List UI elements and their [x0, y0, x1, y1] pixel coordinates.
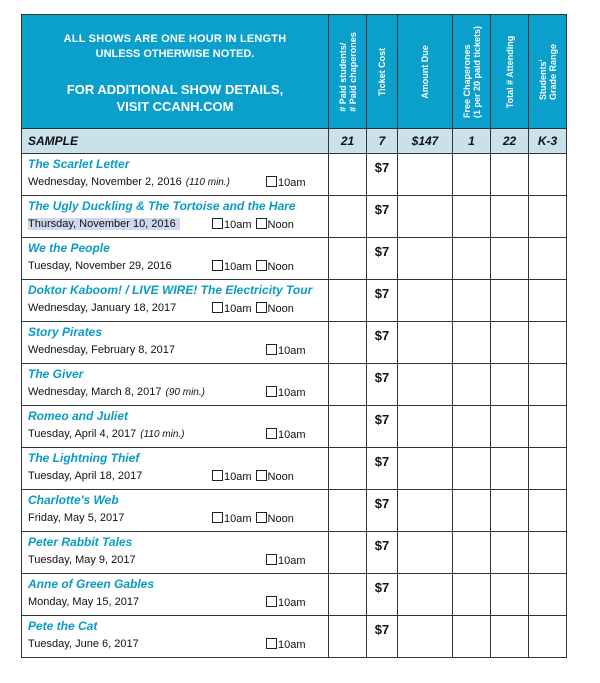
showtime-option[interactable]: [212, 302, 252, 315]
show-date-line: [28, 554, 136, 566]
column-header-paid-text: # Paid students/ # Paid chaperones: [337, 31, 358, 112]
header-line-3: FOR ADDITIONAL SHOW DETAILS,: [66, 82, 284, 97]
column-header-grade-range-text: Students' Grade Range: [537, 43, 558, 100]
sample-paid: 21: [329, 129, 367, 154]
amount-due-entry-cell[interactable]: [398, 448, 453, 490]
show-date-line: [28, 638, 139, 650]
checkbox[interactable]: [212, 470, 223, 481]
showtime-option[interactable]: [266, 596, 306, 609]
total-attending-entry-cell[interactable]: [491, 490, 529, 532]
showtime-label: 10am: [224, 471, 252, 483]
ticket-cost-cell: [367, 238, 398, 280]
show-date: Wednesday, January 18, 2017: [28, 302, 177, 314]
sample-free-chaperones: 1: [453, 129, 491, 154]
free-chaperones-entry-cell[interactable]: [453, 574, 491, 616]
show-date: Friday, May 5, 2017: [28, 512, 125, 524]
showtime-option[interactable]: [266, 638, 306, 651]
showtime-label: 10am: [224, 513, 252, 525]
checkbox[interactable]: [266, 386, 277, 397]
showtime-option[interactable]: [212, 218, 252, 231]
show-date-line: [28, 218, 180, 230]
show-cell: [22, 574, 329, 616]
paid-entry-cell[interactable]: [329, 238, 367, 280]
show-date-line: [28, 344, 175, 356]
checkbox[interactable]: [256, 302, 267, 313]
show-date-line: [28, 302, 176, 314]
showtime-option[interactable]: [212, 260, 252, 273]
show-title: Anne of Green Gables: [28, 577, 155, 591]
total-attending-entry-cell[interactable]: [491, 322, 529, 364]
free-chaperones-entry-cell[interactable]: [453, 532, 491, 574]
grade-range-entry-cell[interactable]: [529, 532, 567, 574]
column-header-ticket-cost: [367, 15, 398, 129]
showtime-label: Noon: [267, 219, 294, 231]
showtime-label: 10am: [278, 429, 306, 441]
amount-due-entry-cell[interactable]: [398, 616, 453, 658]
show-cell: [22, 364, 329, 406]
paid-entry-cell[interactable]: [329, 616, 367, 658]
show-title: Story Pirates: [28, 325, 103, 339]
sample-amount-due: $147: [398, 129, 453, 154]
show-date-line: [28, 176, 230, 188]
showtime-options: [266, 638, 306, 651]
column-header-amount-due: [398, 15, 453, 129]
column-header-total-attending-text: Total # Attending: [504, 35, 515, 108]
show-title: Pete the Cat: [28, 619, 98, 633]
show-title: The Giver: [28, 367, 84, 381]
grade-range-entry-cell[interactable]: [529, 616, 567, 658]
total-attending-entry-cell[interactable]: [491, 280, 529, 322]
showtime-label: 10am: [224, 261, 252, 273]
show-date: Wednesday, November 2, 2016: [28, 176, 182, 188]
checkbox[interactable]: [256, 512, 267, 523]
ticket-cost-value: $7: [374, 160, 390, 175]
show-row: [22, 406, 567, 448]
checkbox[interactable]: [212, 302, 223, 313]
ticket-cost-value: $7: [374, 328, 390, 343]
grade-range-entry-cell[interactable]: [529, 490, 567, 532]
showtime-option[interactable]: [266, 176, 306, 189]
sample-total-attending: 22: [491, 129, 529, 154]
show-title: The Lightning Thief: [28, 451, 140, 465]
grade-range-entry-cell[interactable]: [529, 280, 567, 322]
showtime-options: [212, 218, 294, 231]
column-header-ticket-cost-text: Ticket Cost: [377, 47, 387, 96]
sample-grade-range: K-3: [529, 129, 567, 154]
checkbox[interactable]: [266, 638, 277, 649]
column-header-amount-due-text: Amount Due: [420, 44, 430, 99]
amount-due-entry-cell[interactable]: [398, 196, 453, 238]
ticket-cost-cell: [367, 196, 398, 238]
show-cell: [22, 196, 329, 238]
showtime-options: [212, 470, 294, 483]
checkbox[interactable]: [266, 344, 277, 355]
showtime-options: [266, 554, 306, 567]
checkbox[interactable]: [266, 176, 277, 187]
paid-entry-cell[interactable]: [329, 574, 367, 616]
free-chaperones-entry-cell[interactable]: [453, 616, 491, 658]
show-cell: [22, 238, 329, 280]
show-cell: [22, 448, 329, 490]
grade-range-entry-cell[interactable]: [529, 238, 567, 280]
showtime-option[interactable]: [266, 386, 306, 399]
ticket-cost-cell: [367, 616, 398, 658]
amount-due-entry-cell[interactable]: [398, 574, 453, 616]
total-attending-entry-cell[interactable]: [491, 574, 529, 616]
amount-due-entry-cell[interactable]: [398, 364, 453, 406]
header-line-4: VISIT CCANH.COM: [116, 99, 234, 114]
show-row: [22, 574, 567, 616]
show-title: Romeo and Juliet: [28, 409, 129, 423]
ticket-cost-cell: [367, 532, 398, 574]
paid-entry-cell[interactable]: [329, 448, 367, 490]
free-chaperones-entry-cell[interactable]: [453, 238, 491, 280]
ticket-cost-cell: [367, 154, 398, 196]
checkbox[interactable]: [212, 260, 223, 271]
showtime-label: Noon: [267, 303, 294, 315]
top-cropped-heading: [320, 0, 390, 4]
ticket-cost-value: $7: [374, 622, 390, 637]
showtime-options: [266, 344, 306, 357]
showtime-label: 10am: [278, 555, 306, 567]
ticket-cost-cell: [367, 322, 398, 364]
header-note: [22, 15, 329, 129]
showtime-option[interactable]: [266, 554, 306, 567]
column-header-free-chaperones: [453, 15, 491, 129]
paid-entry-cell[interactable]: [329, 364, 367, 406]
showtime-label: 10am: [278, 597, 306, 609]
free-chaperones-entry-cell[interactable]: [453, 490, 491, 532]
show-date: Tuesday, November 29, 2016: [28, 260, 172, 272]
show-date-line: [28, 386, 205, 398]
show-row: [22, 532, 567, 574]
column-header-free-chaperones-text: Free Chaperones (1 per 20 paid tickets): [461, 25, 482, 118]
show-title: The Ugly Duckling & The Tortoise and the Hare: [28, 199, 296, 213]
amount-due-entry-cell[interactable]: [398, 238, 453, 280]
show-cell: [22, 406, 329, 448]
showtime-option[interactable]: [256, 260, 294, 273]
show-cell: [22, 490, 329, 532]
showtime-options: [266, 596, 306, 609]
show-title: We the People: [28, 241, 110, 255]
ticket-cost-cell: [367, 574, 398, 616]
free-chaperones-entry-cell[interactable]: [453, 154, 491, 196]
ticket-cost-cell: [367, 364, 398, 406]
total-attending-entry-cell[interactable]: [491, 196, 529, 238]
show-date: Tuesday, June 6, 2017: [28, 638, 139, 650]
show-row: [22, 238, 567, 280]
show-row: [22, 280, 567, 322]
grade-range-entry-cell[interactable]: [529, 196, 567, 238]
total-attending-entry-cell[interactable]: [491, 616, 529, 658]
show-cell: [22, 616, 329, 658]
showtime-label: 10am: [278, 387, 306, 399]
free-chaperones-entry-cell[interactable]: [453, 448, 491, 490]
showtime-option[interactable]: [256, 512, 294, 525]
header-line-1: ALL SHOWS ARE ONE HOUR IN LENGTH: [63, 33, 287, 45]
show-row: [22, 616, 567, 658]
showtime-option[interactable]: [212, 512, 252, 525]
show-date-line: [28, 470, 142, 482]
show-date: Tuesday, May 9, 2017: [28, 554, 136, 566]
paid-entry-cell[interactable]: [329, 406, 367, 448]
showtime-label: 10am: [278, 639, 306, 651]
total-attending-entry-cell[interactable]: [491, 364, 529, 406]
showtime-label: Noon: [267, 261, 294, 273]
show-row: [22, 448, 567, 490]
show-cell: [22, 154, 329, 196]
show-date: Thursday, November 10, 2016: [28, 218, 176, 230]
free-chaperones-entry-cell[interactable]: [453, 406, 491, 448]
showtime-label: Noon: [267, 471, 294, 483]
showtime-options: [212, 302, 294, 315]
ticket-cost-value: $7: [374, 454, 390, 469]
checkbox[interactable]: [266, 428, 277, 439]
showtime-label: 10am: [224, 303, 252, 315]
show-date: Wednesday, February 8, 2017: [28, 344, 175, 356]
show-row: [22, 322, 567, 364]
checkbox[interactable]: [266, 554, 277, 565]
checkbox[interactable]: [256, 470, 267, 481]
ticket-cost-value: $7: [374, 286, 390, 301]
ticket-cost-value: $7: [374, 244, 390, 259]
show-date-line: [28, 260, 172, 272]
paid-entry-cell[interactable]: [329, 490, 367, 532]
grade-range-entry-cell[interactable]: [529, 406, 567, 448]
total-attending-entry-cell[interactable]: [491, 154, 529, 196]
showtime-label: Noon: [267, 513, 294, 525]
ticket-cost-cell: [367, 406, 398, 448]
show-title: Peter Rabbit Tales: [28, 535, 133, 549]
show-date: Monday, May 15, 2017: [28, 596, 140, 608]
showtime-option[interactable]: [256, 302, 294, 315]
show-row: [22, 154, 567, 196]
checkbox[interactable]: [212, 512, 223, 523]
column-header-grade-range: [529, 15, 567, 129]
show-duration: (110 min.): [185, 177, 230, 188]
ticket-cost-cell: [367, 490, 398, 532]
ticket-cost-value: $7: [374, 370, 390, 385]
showtime-label: 10am: [278, 345, 306, 357]
showtime-option[interactable]: [256, 470, 294, 483]
showtime-option[interactable]: [256, 218, 294, 231]
total-attending-entry-cell[interactable]: [491, 532, 529, 574]
total-attending-entry-cell[interactable]: [491, 238, 529, 280]
grade-range-entry-cell[interactable]: [529, 322, 567, 364]
checkbox[interactable]: [256, 260, 267, 271]
showtime-option[interactable]: [212, 470, 252, 483]
amount-due-entry-cell[interactable]: [398, 406, 453, 448]
free-chaperones-entry-cell[interactable]: [453, 322, 491, 364]
grade-range-entry-cell[interactable]: [529, 364, 567, 406]
ticket-cost-value: $7: [374, 202, 390, 217]
showtime-label: 10am: [278, 177, 306, 189]
ticket-cost-value: $7: [374, 412, 390, 427]
showtime-options: [212, 512, 294, 525]
showtime-options: [266, 386, 306, 399]
sample-row: [22, 129, 567, 154]
amount-due-entry-cell[interactable]: [398, 154, 453, 196]
checkbox[interactable]: [212, 218, 223, 229]
show-title: Charlotte's Web: [28, 493, 119, 507]
show-date-line: [28, 596, 139, 608]
sample-label: SAMPLE: [22, 129, 329, 154]
show-title: Doktor Kaboom! / LIVE WIRE! The Electricity Tour: [28, 283, 313, 297]
showtime-options: [266, 176, 306, 189]
total-attending-entry-cell[interactable]: [491, 406, 529, 448]
header-line-2: UNLESS OTHERWISE NOTED.: [95, 48, 255, 60]
column-header-paid: [329, 15, 367, 129]
show-row: [22, 490, 567, 532]
ticket-cost-cell: [367, 448, 398, 490]
show-row: [22, 196, 567, 238]
amount-due-entry-cell[interactable]: [398, 280, 453, 322]
ticket-cost-value: $7: [374, 496, 390, 511]
checkbox[interactable]: [256, 218, 267, 229]
showtime-options: [266, 428, 306, 441]
paid-entry-cell[interactable]: [329, 280, 367, 322]
show-title: The Scarlet Letter: [28, 157, 130, 171]
free-chaperones-entry-cell[interactable]: [453, 364, 491, 406]
paid-entry-cell[interactable]: [329, 196, 367, 238]
free-chaperones-entry-cell[interactable]: [453, 280, 491, 322]
show-date: Tuesday, April 18, 2017: [28, 470, 143, 482]
grade-range-entry-cell[interactable]: [529, 448, 567, 490]
showtime-option[interactable]: [266, 428, 306, 441]
paid-entry-cell[interactable]: [329, 154, 367, 196]
paid-entry-cell[interactable]: [329, 322, 367, 364]
show-date: Wednesday, March 8, 2017: [28, 386, 162, 398]
show-date: Tuesday, April 4, 2017: [28, 428, 137, 440]
amount-due-entry-cell[interactable]: [398, 490, 453, 532]
show-date-line: [28, 512, 124, 524]
ticket-cost-value: $7: [374, 538, 390, 553]
amount-due-entry-cell[interactable]: [398, 322, 453, 364]
column-header-total-attending: [491, 15, 529, 129]
ticket-cost-cell: [367, 280, 398, 322]
grade-range-entry-cell[interactable]: [529, 574, 567, 616]
show-cell: [22, 532, 329, 574]
field-trip-order-form: [21, 14, 567, 658]
free-chaperones-entry-cell[interactable]: [453, 196, 491, 238]
show-cell: [22, 322, 329, 364]
showtime-options: [212, 260, 294, 273]
total-attending-entry-cell[interactable]: [491, 448, 529, 490]
paid-entry-cell[interactable]: [329, 532, 367, 574]
grade-range-entry-cell[interactable]: [529, 154, 567, 196]
ticket-cost-value: $7: [374, 580, 390, 595]
show-date-line: [28, 428, 185, 440]
showtime-label: 10am: [224, 219, 252, 231]
show-duration: (110 min.): [140, 429, 185, 440]
amount-due-entry-cell[interactable]: [398, 532, 453, 574]
checkbox[interactable]: [266, 596, 277, 607]
show-cell: [22, 280, 329, 322]
sample-ticket-cost: 7: [367, 129, 398, 154]
show-duration: (90 min.): [165, 387, 205, 398]
showtime-option[interactable]: [266, 344, 306, 357]
show-row: [22, 364, 567, 406]
